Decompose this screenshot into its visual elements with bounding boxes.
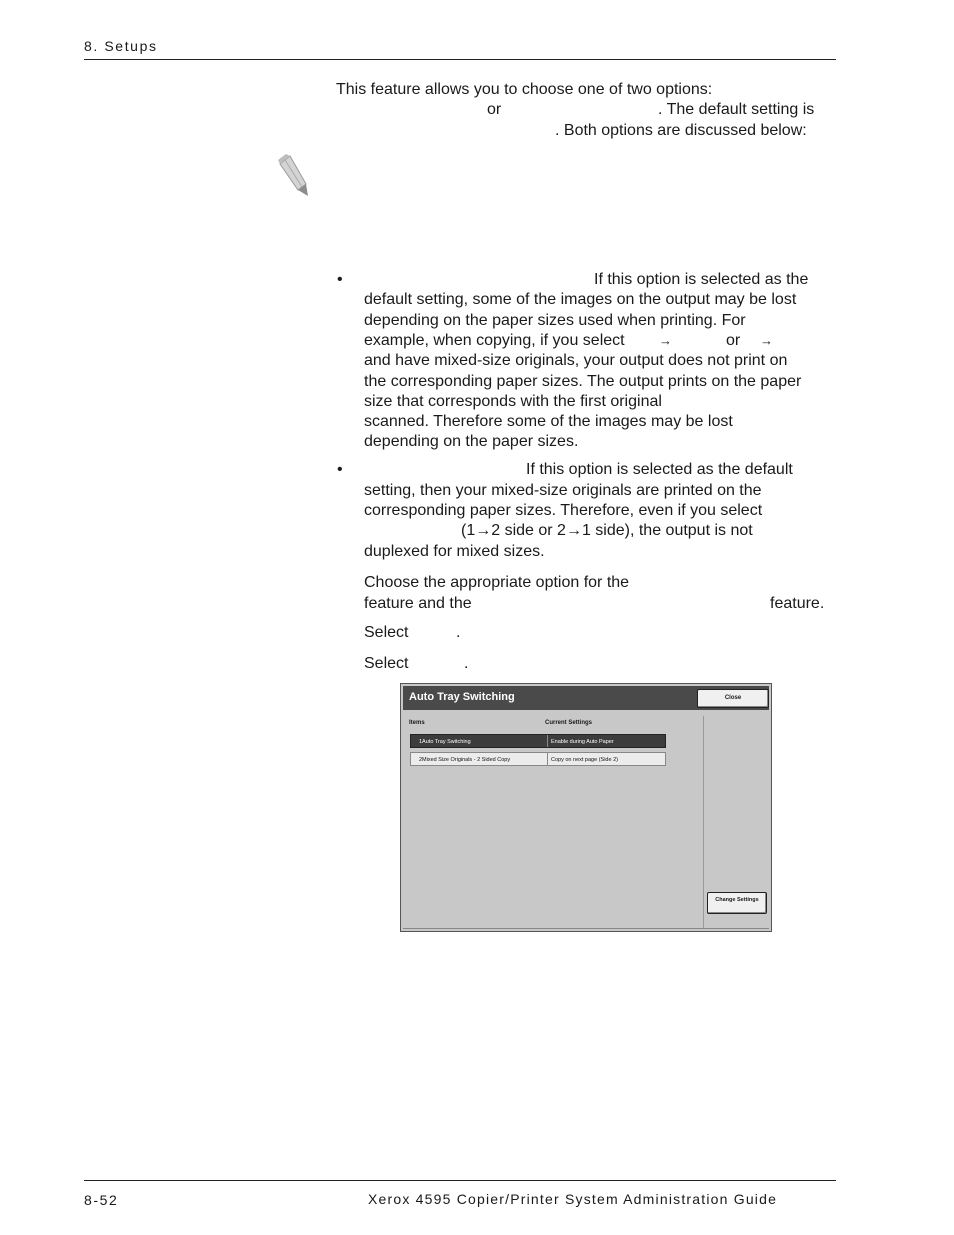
section-header: 8. Setups xyxy=(84,38,158,54)
items-column-header: Items xyxy=(409,720,425,726)
current-settings-column-header: Current Settings xyxy=(545,720,593,726)
change-settings-button[interactable]: Change Settings xyxy=(707,892,767,914)
step-3-period: . xyxy=(464,655,469,672)
bullet-2-line-1: If this option is selected as the default xyxy=(526,461,793,478)
intro-line-1: This feature allows you to choose one of two options: xyxy=(336,81,713,98)
auto-tray-switching-screenshot xyxy=(400,683,772,932)
step-3-text: Select xyxy=(364,655,409,672)
bullet-1-line-9: depending on the paper sizes. xyxy=(364,433,579,450)
screenshot-title: Auto Tray Switching xyxy=(409,691,515,703)
page-number: 8-52 xyxy=(84,1192,119,1208)
bullet-2-marker: • xyxy=(337,461,343,478)
guide-title: Xerox 4595 Copier/Printer System Administration Guide xyxy=(368,1191,778,1207)
step-1-line-1: Choose the appropriate option for the xyxy=(364,574,630,591)
note-pencil-icon xyxy=(276,154,312,198)
step-2-text: Select xyxy=(364,624,409,641)
step-2-period: . xyxy=(456,624,461,641)
intro-line-2-or: or xyxy=(487,101,502,118)
intro-line-2-default: . The default setting is xyxy=(658,101,815,118)
bullet-1-line-2: default setting, some of the images on the output may be lost xyxy=(364,291,797,308)
settings-row[interactable] xyxy=(410,752,666,766)
intro-line-3: . Both options are discussed below: xyxy=(555,122,807,139)
bullet-1-line-6: the corresponding paper sizes. The output prints on the paper xyxy=(364,373,802,390)
settings-row[interactable] xyxy=(410,734,666,748)
bullet-2-line-2: setting, then your mixed-size originals are printed on the xyxy=(364,482,762,499)
bullet-1-arrow-2: → xyxy=(760,333,773,348)
row-item-label: 1Auto Tray Switching xyxy=(419,739,471,745)
bullet-1-line-5: and have mixed-size originals, your output does not print on xyxy=(364,352,788,369)
header-rule xyxy=(84,59,836,60)
settings-panel xyxy=(405,716,703,928)
screenshot-bottom-edge xyxy=(403,928,769,929)
close-button[interactable]: Close xyxy=(697,689,769,708)
bullet-2-line-3: corresponding paper sizes. Therefore, even if you select xyxy=(364,502,763,519)
bullet-1-arrow-1: → xyxy=(659,333,672,348)
step-1-line-2: feature and the xyxy=(364,595,472,612)
bullet-2-line-4: (1→2 side or 2→1 side), the output is not xyxy=(461,522,753,539)
bullet-1-marker: • xyxy=(337,271,343,288)
step-1-line-2-end: feature. xyxy=(770,595,825,612)
row-current-value: Enable during Auto Paper xyxy=(547,735,667,747)
bullet-1-or: or xyxy=(726,332,741,349)
bullet-1-line-7: size that corresponds with the first original xyxy=(364,393,662,410)
side-divider xyxy=(703,716,704,928)
bullet-1-line-1: If this option is selected as the xyxy=(594,271,809,288)
bullet-1-line-8: scanned. Therefore some of the images may be lost xyxy=(364,413,733,430)
bullet-1-line-3: depending on the paper sizes used when printing. For xyxy=(364,312,746,329)
bullet-2-line-5: duplexed for mixed sizes. xyxy=(364,543,545,560)
bullet-1-line-4: example, when copying, if you select xyxy=(364,332,625,349)
row-current-value: Copy on next page (Side 2) xyxy=(547,753,667,765)
footer-rule xyxy=(84,1180,836,1181)
row-item-label: 2Mixed Size Originals - 2 Sided Copy xyxy=(419,757,511,763)
screenshot-title-bar xyxy=(403,686,769,710)
